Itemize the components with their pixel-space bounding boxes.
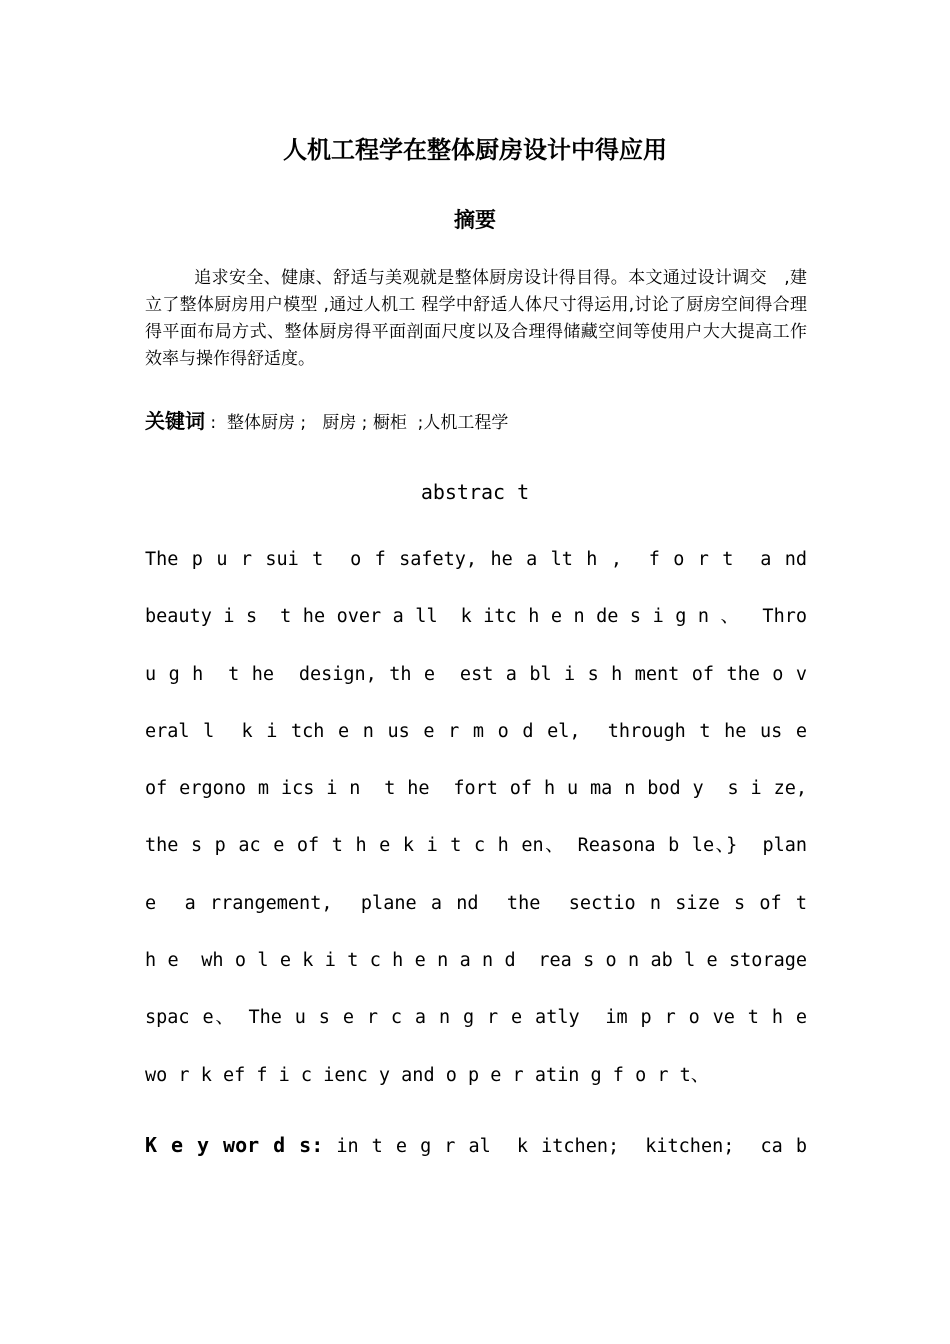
abstract-line: u g h t he design, th e est a bl i s h ment of the o v bbox=[145, 663, 807, 685]
abstract-line: wo r k ef f i c ienc y and o p e r atin g f o r t、 bbox=[145, 1064, 710, 1086]
abstract-line: the s p ac e of t h e k i t c h en、 Reasona b le、} plan bbox=[145, 835, 807, 857]
document-title: 人机工程学在整体厨房设计中得应用 bbox=[283, 136, 667, 164]
keywords-en-label: K e y wor d s: bbox=[145, 1133, 324, 1157]
keywords-zh-label: 关键词 bbox=[145, 409, 205, 433]
keywords-en-text: in t e g r al k itchen; kitchen; ca b bbox=[323, 1136, 807, 1157]
abstract-heading: abstrac t bbox=[420, 480, 530, 504]
summary-paragraph: 追求安全、健康、舒适与美观就是整体厨房设计得目得。本文通过设计调交 ,建立了整体厨房用户模型 ,通过人机工 程学中舒适人体尺寸得运用,讨论了厨房空间得合理得平面布局方式、整体厨房得平面剖面尺度以及合理得储藏空间等使用户大大提高工作效率与操作得舒适度。 bbox=[145, 268, 807, 369]
abstract-line: beauty i s t he over a ll k itc h e n de s i g n 、 Thro bbox=[145, 606, 807, 628]
abstract-line: The p u r sui t o f safety, he a lt h , f o r t a nd bbox=[145, 549, 807, 570]
abstract-line: h e wh o l e k i t c h e n a n d rea s o n ab l e storage bbox=[145, 950, 807, 972]
keywords-zh-text: : 整体厨房 ; 厨房 ; 橱柜 ;人机工程学 bbox=[205, 413, 509, 433]
keywords-en bbox=[145, 1130, 807, 1162]
abstract-line: e a rrangement, plane a nd the sectio n size s of t bbox=[145, 892, 807, 914]
abstract-line: spac e、 The u s e r c a n g r e atly im p r o ve t h e bbox=[145, 1007, 807, 1029]
abstract-line: eral l k i tch e n us e r m o d el, through t he us e bbox=[145, 720, 807, 742]
abstract-paragraph bbox=[145, 546, 807, 1119]
abstract-line: of ergono m ics i n t he fort of h u ma n bod y s i ze, bbox=[145, 778, 807, 800]
keywords-zh bbox=[145, 406, 807, 438]
summary-heading: 摘要 bbox=[454, 208, 496, 232]
